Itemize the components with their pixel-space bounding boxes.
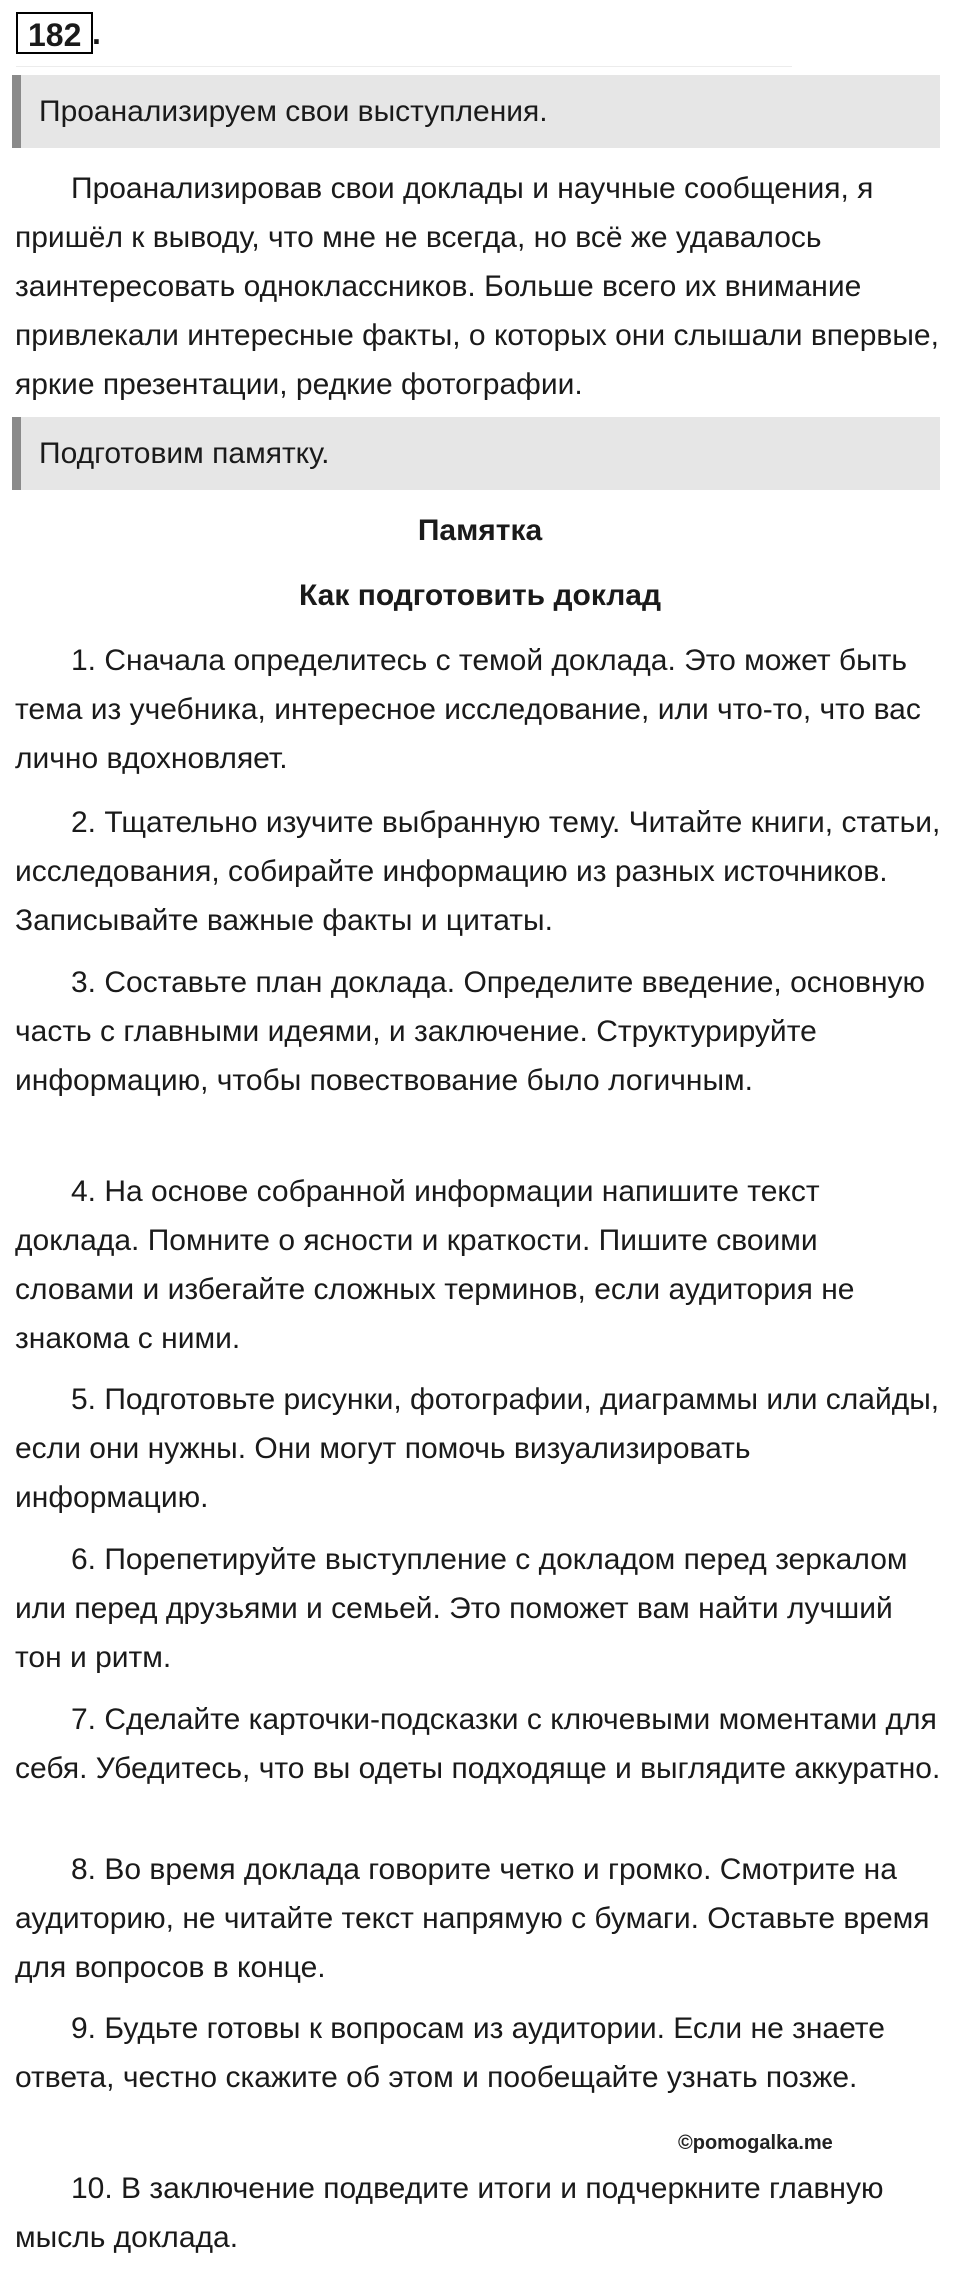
memo-item-7: 7. Сделайте карточки-подсказки с ключевыми моментами для себя. Убедитесь, что вы одеты подходяще и выглядите аккуратно.	[15, 1703, 941, 1785]
exercise-number: 182	[16, 12, 93, 54]
memo-title: Памятка	[417, 514, 543, 547]
memo-item-9: 9. Будьте готовы к вопросам из аудитории. Если не знаете ответа, честно скажите об этом и пообещайте узнать позже.	[15, 2012, 885, 2094]
memo-item-5: 5. Подготовьте рисунки, фотографии, диаграммы или слайды, если они нужны. Они могут помочь визуализировать информацию.	[15, 1383, 940, 1514]
memo-item-6: 6. Порепетируйте выступление с докладом перед зеркалом или перед друзьями и семьей. Это поможет вам найти лучший тон и ритм.	[15, 1543, 908, 1674]
exercise-number-dot: .	[92, 15, 101, 51]
top-divider	[16, 66, 792, 67]
memo-item-4: 4. На основе собранной информации напишите текст доклада. Помните о ясности и краткости. Пишите своими словами и избегайте сложных терминов, если аудитория не знакома с ними.	[15, 1175, 855, 1355]
section-heading-analysis: Проанализируем свои выступления.	[12, 75, 940, 148]
memo-item-3: 3. Составьте план доклада. Определите введение, основную часть с главными идеями, и заключение. Структурируйте информацию, чтобы повествование было логичным.	[15, 966, 926, 1097]
memo-item-10: 10. В заключение подведите итоги и подчеркните главную мысль доклада.	[15, 2172, 884, 2254]
section-heading-memo: Подготовим памятку.	[12, 417, 940, 490]
memo-item-8: 8. Во время доклада говорите четко и громко. Смотрите на аудиторию, не читайте текст напрямую с бумаги. Оставьте время для вопросов в конце.	[15, 1853, 930, 1984]
memo-item-2: 2. Тщательно изучите выбранную тему. Читайте книги, статьи, исследования, собирайте информацию из разных источников. Записывайте важные факты и цитаты.	[15, 806, 941, 937]
memo-subtitle: Как подготовить доклад	[299, 579, 661, 612]
analysis-paragraph: Проанализировав свои доклады и научные сообщения, я пришёл к выводу, что мне не всегда, но всё же удавалось заинтересовать одноклассников. Больше всего их внимание привлекали интересные факты, о которых они слышали впервые, яркие презентации, редкие фотографии.	[15, 172, 939, 401]
watermark: ©pomogalka.me	[678, 2132, 833, 2154]
memo-item-1: 1. Сначала определитесь с темой доклада. Это может быть тема из учебника, интересное исследование, или что-то, что вас лично вдохновляет.	[15, 644, 921, 775]
